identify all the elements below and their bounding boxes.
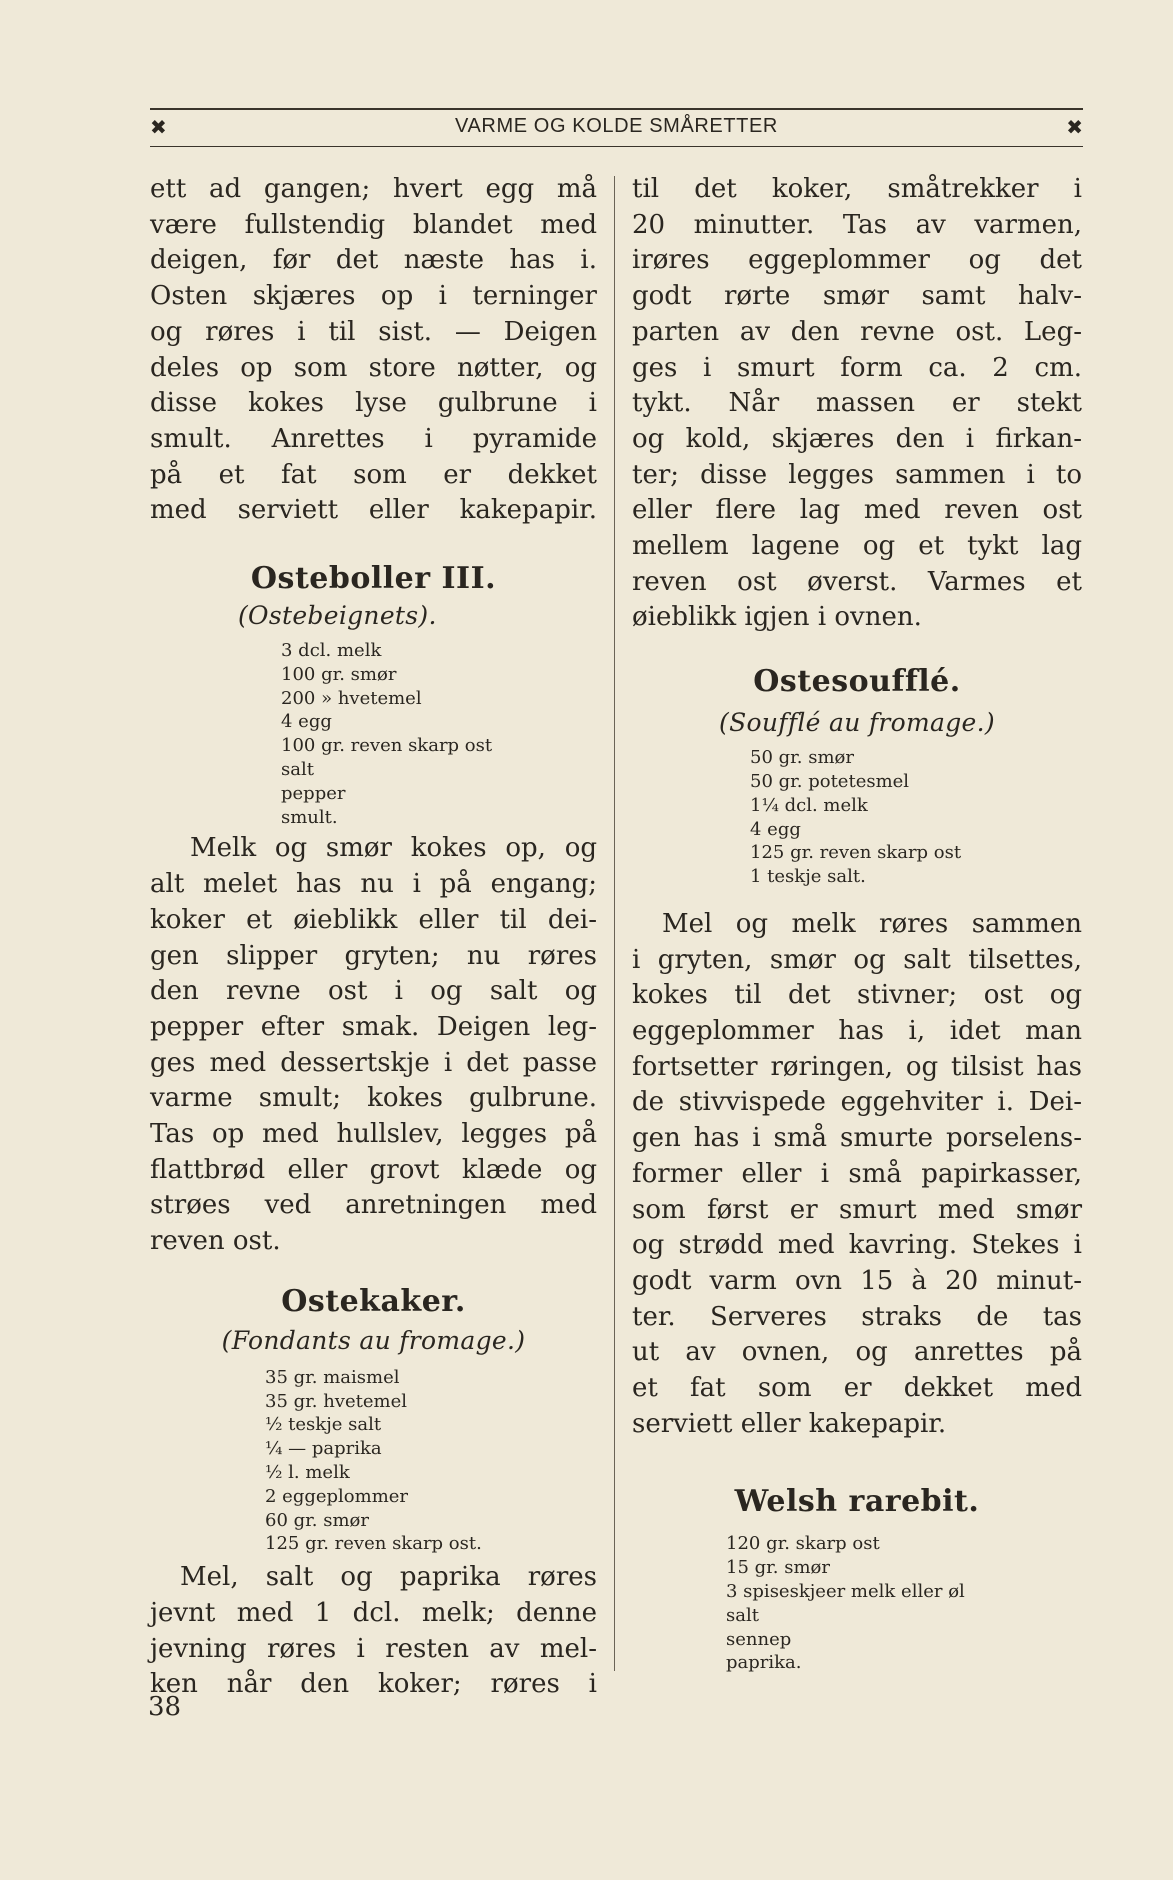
text-line: til det koker, småtrekker i: [632, 174, 1082, 204]
text-line: Mel og melk røres sammen: [662, 908, 1082, 939]
text-line: ges i smurt form ca. 2 cm.: [632, 352, 1082, 383]
ingredient-item: 2 eggeplommer: [265, 1485, 409, 1507]
ingredient-item: salt: [281, 759, 314, 781]
text-line: deigen, før det næste has i.: [150, 245, 597, 276]
text-line: Melk og smør kokes op, og: [190, 833, 597, 864]
method-paragraph: [150, 831, 597, 1259]
ingredient-item: 50 gr. smør: [750, 747, 854, 769]
ingredient-item: 100 gr. smør: [281, 663, 397, 685]
text-line: ges med dessertskje i det passe: [150, 1047, 597, 1078]
recipe-title: Ostesoufflé.: [753, 664, 961, 700]
text-line: alt melet has nu i på engang;: [150, 869, 597, 900]
text-line: og røres i til sist. — Deigen: [150, 316, 597, 347]
text-line: tykt. Når massen er stekt: [632, 388, 1082, 419]
running-header: [150, 108, 1083, 147]
text-line: Osten skjæres op i terninger: [150, 281, 597, 312]
method-paragraph: [632, 907, 1082, 1443]
text-line: jevning røres i resten av mel-: [150, 1633, 597, 1664]
text-line: kokes til det stivner; ost og: [632, 980, 1082, 1011]
text-line: deles op som store nøtter, og: [150, 352, 597, 383]
text-line: ut av ovnen, og anrettes på: [632, 1337, 1082, 1368]
ingredient-item: 3 spiseskjeer melk eller øl: [726, 1581, 965, 1603]
text-line: et fat som er dekket med: [632, 1373, 1082, 1404]
text-line: jevnt med 1 dcl. melk; denne: [150, 1597, 597, 1628]
page-number: 38: [148, 1692, 182, 1722]
text-line: former eller i små papirkasser,: [632, 1158, 1082, 1189]
recipe-title: Ostekaker.: [281, 1283, 466, 1319]
text-line: smult. Anrettes i pyramide: [150, 423, 597, 454]
ingredient-item: ½ l. melk: [265, 1462, 350, 1484]
ingredient-item: pepper: [281, 782, 346, 804]
text-line: godt varm ovn 15 à 20 minut-: [632, 1265, 1082, 1296]
text-line: godt rørte smør samt halv-: [632, 281, 1082, 312]
recipe-title: Welsh rarebit.: [734, 1484, 980, 1520]
text-line: reven ost.: [150, 1226, 281, 1257]
ingredient-item: ½ teskje salt: [265, 1414, 382, 1436]
ingredient-list: [265, 1366, 597, 1556]
text-line: serviett eller kakepapir.: [632, 1408, 947, 1439]
text-line: koker et øieblikk eller til dei-: [150, 904, 597, 935]
ingredient-item: 50 gr. potetesmel: [750, 770, 910, 792]
ingredient-item: ¼ — paprika: [265, 1438, 382, 1460]
continued-paragraph: [632, 172, 1082, 636]
running-header-title: VARME OG KOLDE SMÅRETTER: [455, 115, 778, 137]
ingredient-item: 1¼ dcl. melk: [750, 794, 868, 816]
text-line: fortsetter røringen, og tilsist has: [632, 1051, 1082, 1082]
text-line: pepper efter smak. Deigen leg-: [150, 1011, 597, 1042]
text-line: irøres eggeplommer og det: [632, 245, 1082, 276]
ingredient-item: salt: [726, 1604, 759, 1626]
intro-paragraph: [150, 172, 597, 529]
ornament-left-icon: ✖: [150, 115, 167, 139]
ingredient-item: paprika.: [726, 1652, 802, 1674]
ornament-right-icon: ✖: [1066, 115, 1083, 139]
ingredient-item: 1 teskje salt.: [750, 866, 866, 888]
text-line: ter. Serveres straks de tas: [632, 1301, 1082, 1332]
text-line: ett ad gangen; hvert egg må: [150, 174, 597, 204]
right-column: [632, 172, 1082, 1675]
text-line: gen slipper gryten; nu røres: [150, 940, 597, 971]
left-column: [150, 172, 597, 1703]
ingredient-item: 60 gr. smør: [265, 1509, 369, 1531]
ingredient-item: 15 gr. smør: [726, 1557, 830, 1579]
text-line: reven ost øverst. Varmes et: [632, 566, 1082, 597]
text-line: ter; disse legges sammen i to: [632, 459, 1082, 490]
ingredient-list: [281, 639, 597, 829]
text-line: de stivvispede eggehviter i. Dei-: [632, 1087, 1082, 1118]
ingredient-item: smult.: [281, 806, 338, 828]
ingredient-item: 35 gr. maismel: [265, 1366, 400, 1388]
column-divider: [614, 176, 615, 1671]
text-line: strøes ved anretningen med: [150, 1190, 597, 1221]
text-line: flattbrød eller grovt klæde og: [150, 1154, 597, 1185]
text-line: mellem lagene og et tykt lag: [632, 531, 1082, 562]
text-line: øieblikk igjen i ovnen.: [632, 602, 922, 633]
ingredient-item: 35 gr. hvetemel: [265, 1390, 407, 1412]
text-line: og kold, skjæres den i firkan-: [632, 423, 1082, 454]
recipe-subtitle: (Ostebeignets).: [238, 601, 437, 631]
ingredient-list: [750, 746, 1082, 889]
text-line: på et fat som er dekket: [150, 459, 597, 490]
text-line: eller flere lag med reven ost: [632, 495, 1082, 526]
recipe-title: Osteboller III.: [250, 561, 497, 597]
recipe-subtitle: (Fondants au fromage.): [221, 1325, 526, 1355]
ingredient-item: 3 dcl. melk: [281, 640, 382, 662]
recipe-subtitle: (Soufflé au fromage.): [719, 708, 995, 738]
text-line: eggeplommer has i, idet man: [632, 1016, 1082, 1047]
text-line: gen has i små smurte porselens-: [632, 1123, 1082, 1154]
text-line: Mel, salt og paprika røres: [180, 1562, 597, 1593]
text-line: varme smult; kokes gulbrune.: [150, 1083, 597, 1114]
ingredient-item: 120 gr. skarp ost: [726, 1533, 880, 1555]
ingredient-list: [726, 1532, 1082, 1675]
ingredient-item: 125 gr. reven skarp ost.: [265, 1533, 482, 1555]
ingredient-item: 100 gr. reven skarp ost: [281, 735, 493, 757]
text-line: Tas op med hullslev, legges på: [150, 1119, 597, 1150]
text-line: 20 minutter. Tas av varmen,: [632, 209, 1082, 240]
text-line: og strødd med kavring. Stekes i: [632, 1230, 1082, 1261]
text-line: parten av den revne ost. Leg-: [632, 316, 1082, 347]
text-line: ken når den koker; røres i: [150, 1669, 597, 1700]
text-line: med serviett eller kakepapir.: [150, 495, 597, 526]
method-paragraph: [150, 1560, 597, 1703]
text-line: som først er smurt med smør: [632, 1194, 1082, 1225]
ingredient-item: 125 gr. reven skarp ost: [750, 842, 962, 864]
text-line: være fullstendig blandet med: [150, 209, 597, 240]
ingredient-item: sennep: [726, 1628, 792, 1650]
ingredient-item: 4 egg: [750, 818, 801, 840]
text-line: i gryten, smør og salt tilsettes,: [632, 944, 1082, 975]
text-line: den revne ost i og salt og: [150, 976, 597, 1007]
text-line: disse kokes lyse gulbrune i: [150, 388, 597, 419]
ingredient-item: 200 » hvetemel: [281, 687, 422, 709]
ingredient-item: 4 egg: [281, 711, 332, 733]
